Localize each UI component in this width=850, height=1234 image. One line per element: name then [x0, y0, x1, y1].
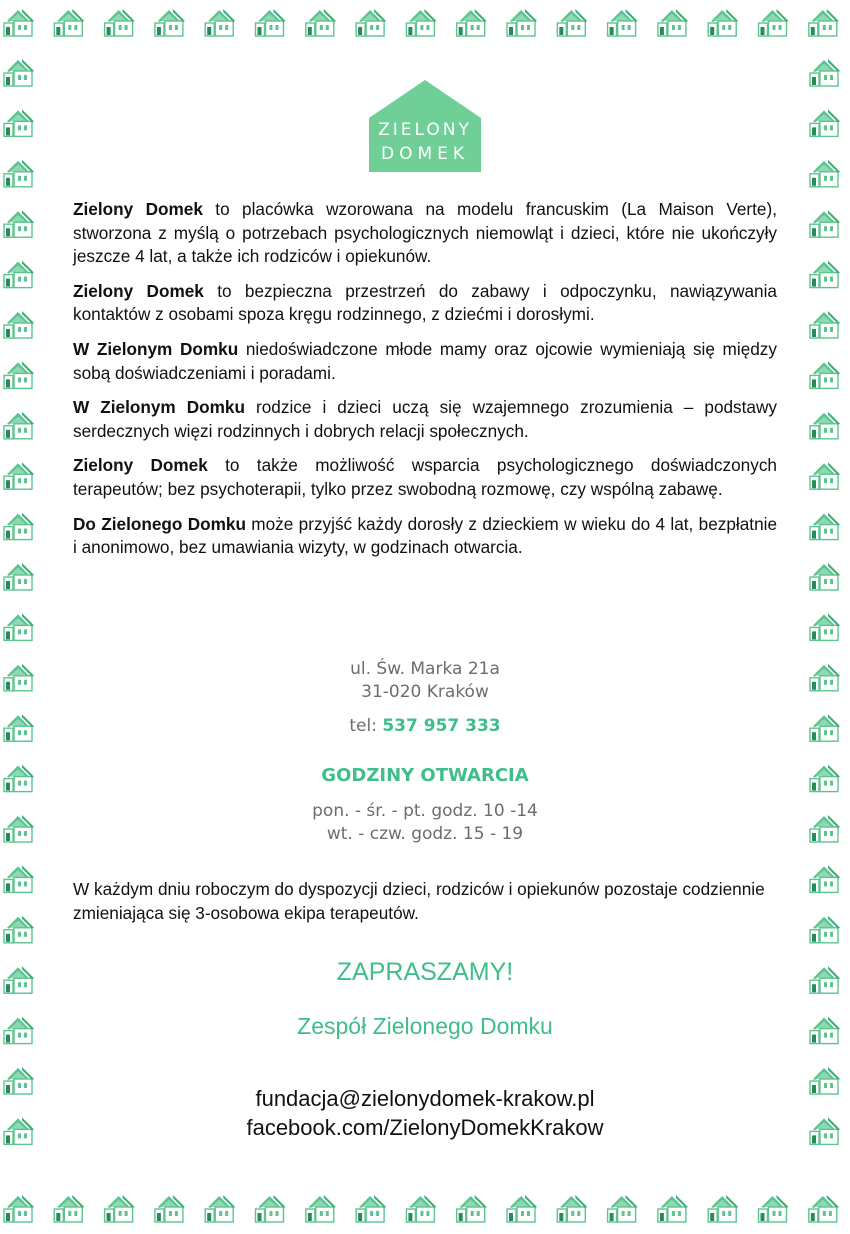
description-paragraphs — [73, 198, 777, 571]
paragraph-access — [73, 513, 777, 560]
phone-number[interactable]: 537 957 333 — [382, 716, 501, 736]
house-icon — [205, 9, 235, 36]
address-block — [0, 658, 850, 704]
house-icon — [608, 1195, 638, 1222]
house-icon — [356, 1195, 386, 1222]
house-icon — [658, 1195, 688, 1222]
house-icon — [4, 261, 34, 288]
contact-block — [0, 1084, 850, 1142]
house-icon — [810, 513, 840, 540]
paragraph-bold: Zielony Domek — [73, 199, 203, 219]
house-icon — [256, 1195, 286, 1222]
house-icon — [457, 9, 487, 36]
paragraph-support — [73, 454, 777, 501]
house-icon — [4, 9, 34, 36]
zielony-domek-logo — [369, 80, 481, 172]
house-icon — [4, 563, 34, 590]
house-icon — [810, 613, 840, 640]
opening-hours-title: GODZINY OTWARCIA — [321, 765, 529, 786]
house-icon — [810, 916, 840, 943]
house-icon — [810, 311, 840, 338]
house-icon — [4, 462, 34, 489]
house-icon — [54, 9, 84, 36]
house-icon — [810, 160, 840, 187]
house-icon — [658, 9, 688, 36]
paragraph-understanding — [73, 396, 777, 443]
paragraph-bold: Do Zielonego Domku — [73, 513, 246, 534]
paragraph-text: może przyjść każdy dorosły z dzieckiem w wieku do 4 lat, bezpłatnie i anonimowo, bez umawiania wizyty, w godzinach otwarcia. — [73, 513, 778, 558]
house-icon — [4, 59, 34, 86]
house-icon — [608, 9, 638, 36]
house-icon — [4, 412, 34, 439]
house-icon — [810, 59, 840, 86]
house-icon — [356, 9, 386, 36]
house-icon — [810, 865, 840, 892]
house-icon — [155, 1195, 185, 1222]
house-icon — [406, 9, 436, 36]
logo-text-line1: ZIELONY — [378, 120, 472, 140]
paragraph-text: to placówka wzorowana na modelu francuskim (La Maison Verte), stworzona z myślą o potrzebach psychologicznych niemowląt i dzieci, które nie ukończyły jeszcze 4 lat, a także ich rodziców i opiekunów. — [73, 199, 777, 267]
house-icon — [4, 109, 34, 136]
house-icon — [4, 210, 34, 237]
logo-text-line2: DOMEK — [380, 144, 470, 164]
house-icon — [810, 462, 840, 489]
paragraph-safe-space — [73, 280, 777, 327]
house-icon — [4, 865, 34, 892]
paragraph-bold: W Zielonym Domku — [73, 338, 239, 359]
house-icon — [105, 1195, 135, 1222]
house-icon — [4, 160, 34, 187]
house-icon — [557, 9, 587, 36]
paragraph-text: to także możliwość wsparcia psychologicznego doświadczonych terapeutów; bez psychoterapii, tylko przez swobodną rozmowę, czy wspólną zabawę. — [73, 455, 777, 499]
phone-line — [0, 716, 850, 736]
therapists-note: W każdym dniu roboczym do dyspozycji dzieci, rodziców i opiekunów pozostaje codziennie zmieniająca się 3-osobowa ekipa terapeutów. — [73, 879, 765, 923]
house-icon — [810, 109, 840, 136]
house-icon — [306, 9, 336, 36]
address-street: ul. Św. Marka 21a — [350, 659, 500, 679]
paragraph-text: rodzice i dzieci uczą się wzajemnego zrozumienia – podstawy serdecznych więzi rodzinnych i dobrych relacji społecznych. — [73, 397, 777, 441]
house-icon — [759, 9, 789, 36]
house-icon — [759, 1195, 789, 1222]
house-icon — [4, 361, 34, 388]
house-icon — [4, 916, 34, 943]
house-icon — [105, 9, 135, 36]
house-icon — [205, 1195, 235, 1222]
team-signature: Zespół Zielonego Domku — [297, 1013, 553, 1039]
house-icon — [155, 9, 185, 36]
house-icon — [810, 210, 840, 237]
house-icon — [708, 1195, 738, 1222]
house-icon — [507, 9, 537, 36]
contact-facebook[interactable]: facebook.com/ZielonyDomekKrakow — [246, 1115, 604, 1140]
paragraph-bold: Zielony Domek — [73, 455, 208, 476]
house-icon — [810, 361, 840, 388]
address-city: 31-020 Kraków — [361, 682, 489, 702]
house-icon — [306, 1195, 336, 1222]
house-icon — [406, 1195, 436, 1222]
house-icon — [4, 311, 34, 338]
house-icon — [507, 1195, 537, 1222]
paragraph-text: to bezpieczna przestrzeń do zabawy i odpoczynku, nawiązywania kontaktów z osobami spoza kręgu rodzinnego, z dziećmi i dorosłymi. — [73, 280, 777, 325]
house-icon — [809, 1195, 839, 1222]
house-icon — [256, 9, 286, 36]
opening-hours — [0, 800, 850, 846]
contact-email[interactable]: fundacja@zielonydomek-krakow.pl — [255, 1086, 595, 1111]
house-icon — [4, 613, 34, 640]
house-icon — [557, 1195, 587, 1222]
house-icon — [457, 1195, 487, 1222]
house-icon — [810, 563, 840, 590]
house-icon — [4, 513, 34, 540]
opening-hours-line2: wt. - czw. godz. 15 - 19 — [326, 824, 524, 844]
paragraph-bold: W Zielonym Domku — [73, 397, 245, 418]
paragraph-bold: Zielony Domek — [73, 280, 204, 301]
phone-label: tel: — [349, 716, 383, 736]
invite-heading: ZAPRASZAMY! — [336, 958, 514, 986]
border-top-row — [4, 9, 839, 36]
house-icon — [708, 9, 738, 36]
house-icon — [4, 1195, 34, 1222]
house-icon — [54, 1195, 84, 1222]
border-bottom-row — [4, 1195, 839, 1222]
house-icon — [810, 261, 840, 288]
house-icon — [810, 412, 840, 439]
house-icon — [809, 9, 839, 36]
paragraph-parents — [73, 338, 777, 385]
paragraph-intro — [73, 198, 777, 269]
paragraph-text: niedoświadczone młode mamy oraz ojcowie wymieniają się między sobą doświadczeniami i poradami. — [73, 338, 777, 383]
opening-hours-line1: pon. - śr. - pt. godz. 10 -14 — [312, 801, 538, 821]
